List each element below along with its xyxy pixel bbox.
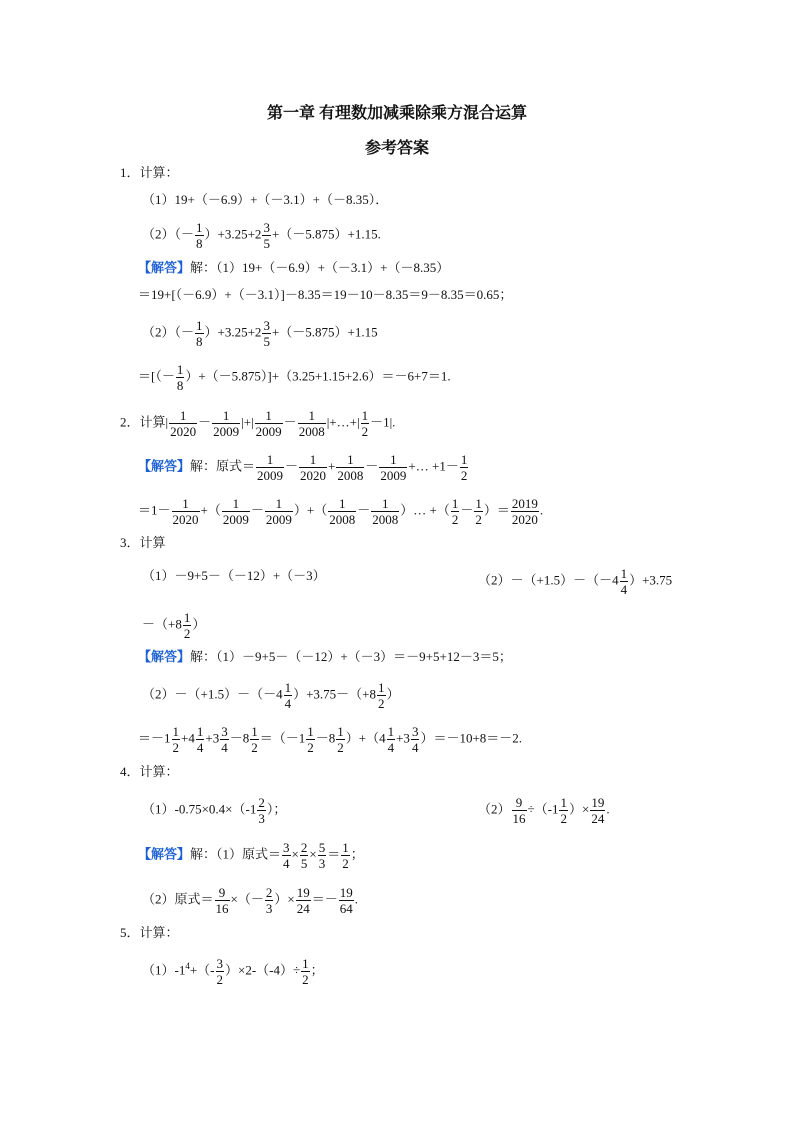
fraction-numerator: 1	[337, 724, 344, 739]
fraction	[318, 840, 327, 871]
fraction-denominator: 2	[475, 512, 482, 527]
q5-part1	[142, 956, 324, 987]
fraction-denominator: 2	[451, 512, 459, 527]
fraction-denominator: 2008	[298, 424, 325, 439]
q1-answer-line1	[138, 258, 449, 278]
fraction	[262, 220, 271, 251]
text-segment: ）+（	[293, 502, 328, 518]
fraction-denominator: 2020	[300, 468, 327, 483]
fraction-denominator: 16	[512, 811, 526, 826]
fraction	[222, 496, 250, 527]
text-segment: +3	[396, 730, 410, 746]
fraction-numerator: 1	[307, 724, 314, 739]
fraction-numerator: 9	[515, 795, 523, 810]
q1-answer-line4	[138, 362, 451, 393]
text-segment: .	[354, 891, 358, 907]
text-segment: ×	[309, 846, 317, 862]
fraction	[195, 318, 204, 349]
fraction	[262, 318, 271, 349]
text-segment: ）+3.75	[629, 572, 673, 588]
text-segment: ÷（-1	[527, 801, 559, 817]
fraction-denominator: 5	[263, 236, 270, 251]
fraction-numerator: 1	[232, 496, 240, 511]
fraction-numerator: 3	[411, 724, 419, 739]
fraction-numerator: 3	[221, 724, 228, 739]
q3-part2-cont	[142, 610, 205, 641]
text-segment: ＝－	[311, 891, 338, 907]
text-segment: －8	[315, 730, 336, 746]
page-subtitle: 参考答案	[364, 140, 429, 157]
fraction	[460, 452, 469, 483]
fraction-numerator: 5	[318, 840, 326, 855]
fraction-numerator: 1	[172, 724, 180, 739]
fraction-denominator: 2	[560, 811, 567, 826]
fraction-numerator: 1	[196, 220, 203, 235]
text-segment: －	[460, 502, 474, 518]
q4-heading: 4．计算：	[120, 764, 179, 779]
fraction-numerator: 1	[378, 680, 385, 695]
fraction	[250, 724, 259, 755]
fraction-denominator: 4	[196, 740, 204, 755]
fraction-denominator: 3	[318, 856, 326, 871]
text-segment: －	[285, 458, 299, 474]
fraction	[336, 724, 345, 755]
fraction-numerator: 1	[390, 452, 397, 467]
fraction-numerator: 1	[381, 496, 389, 511]
q2-problem	[120, 408, 395, 439]
text-segment: 【解答】	[138, 649, 191, 664]
text-segment: －8	[229, 730, 250, 746]
fraction-denominator: 2008	[337, 468, 364, 483]
fraction-denominator: 2009	[222, 512, 249, 527]
fraction-numerator: 1	[182, 496, 189, 511]
q3-answer-line3	[138, 724, 522, 755]
text-segment: －	[250, 502, 264, 518]
text-segment: 解：原式＝	[190, 458, 256, 474]
fraction-denominator: 2009	[265, 512, 292, 527]
text-segment: ）×	[274, 891, 295, 907]
fraction	[306, 724, 315, 755]
text-segment: .	[606, 801, 610, 817]
fraction	[339, 885, 354, 916]
fraction-numerator: 3	[283, 840, 290, 855]
fraction	[411, 724, 420, 755]
fraction-denominator: 2	[342, 856, 349, 871]
fraction	[215, 885, 230, 916]
fraction-numerator: 19	[591, 795, 605, 810]
q3-part2	[478, 566, 672, 597]
text-segment: ）	[386, 686, 400, 702]
fraction-numerator: 1	[338, 496, 346, 511]
q1-heading: 1．计算：	[120, 165, 179, 180]
fraction-numerator: 1	[475, 496, 482, 511]
fraction	[183, 610, 192, 641]
fraction-numerator: 1	[196, 724, 204, 739]
text-segment: （2）（－	[142, 226, 195, 242]
fraction-numerator: 2	[265, 885, 273, 900]
fraction-numerator: 1	[560, 795, 567, 810]
fraction-numerator: 19	[296, 885, 310, 900]
text-segment: ）+（4	[345, 730, 386, 746]
text-segment: ＝1－	[138, 502, 171, 518]
fraction	[559, 795, 568, 826]
text-segment: （2）－（+1.5）－（－4	[478, 572, 619, 588]
fraction-numerator: 1	[284, 680, 292, 695]
fraction	[361, 408, 370, 439]
fraction-numerator: 1	[308, 408, 315, 423]
fraction	[512, 795, 527, 826]
fraction-denominator: 2	[460, 468, 468, 483]
fraction	[299, 452, 327, 483]
text-segment: －	[365, 458, 379, 474]
fraction-denominator: 8	[196, 236, 203, 251]
fraction-numerator: 1	[265, 408, 272, 423]
fraction-numerator: 1	[302, 956, 309, 971]
text-segment: －（+8	[142, 616, 182, 632]
text-segment: ）×2-（-4）÷	[225, 962, 301, 978]
text-segment: ）+（－5.875）]+（3.25+1.15+2.6）＝－6+7＝1.	[185, 368, 451, 384]
fraction-numerator: 9	[218, 885, 226, 900]
fraction-denominator: 4	[284, 696, 292, 711]
fraction-denominator: 3	[258, 811, 265, 826]
text-segment: .	[539, 502, 544, 518]
answer-tag: 【解答】	[138, 260, 191, 275]
fraction	[328, 496, 356, 527]
q2-answer-line1	[138, 452, 469, 483]
fraction	[336, 452, 364, 483]
fraction-denominator: 4	[411, 740, 419, 755]
fraction	[196, 724, 205, 755]
fraction	[212, 408, 240, 439]
q3-answer-line2	[142, 680, 400, 711]
text-segment: －	[283, 414, 297, 430]
fraction-denominator: 2009	[257, 468, 284, 483]
text-segment: （2）	[478, 801, 511, 817]
fraction-denominator: 24	[591, 811, 605, 826]
fraction-denominator: 2	[307, 740, 314, 755]
text-segment: －1|.	[370, 414, 396, 430]
text-segment: 【解答】	[138, 846, 191, 862]
fraction	[257, 795, 266, 826]
fraction-numerator: 2	[300, 840, 308, 855]
text-segment: ；	[310, 962, 324, 978]
fraction-denominator: 2020	[172, 512, 199, 527]
fraction	[451, 496, 460, 527]
fraction-numerator: 1	[361, 408, 369, 423]
fraction-numerator: 1	[620, 566, 628, 581]
text-segment: +（－5.875）+1.15.	[271, 226, 381, 242]
text-segment: ）+3.25+2	[204, 226, 262, 242]
fraction-numerator: 1	[179, 408, 187, 423]
text-segment: ）＝	[483, 502, 510, 518]
exponent: 4	[185, 961, 190, 972]
text-segment: （2）（－	[142, 324, 195, 340]
fraction-denominator: 2009	[213, 424, 240, 439]
fraction-numerator: 3	[263, 318, 270, 333]
fraction	[387, 724, 396, 755]
text-segment: +	[328, 458, 336, 474]
text-segment: ＝[（－	[138, 368, 175, 384]
text-segment: ）	[192, 616, 206, 632]
fraction-numerator: 1	[222, 408, 230, 423]
text-segment: －	[198, 414, 212, 430]
text-segment: ）×	[568, 801, 590, 817]
fraction-numerator: 1	[460, 452, 468, 467]
q5-heading: 5．计算：	[120, 925, 179, 940]
fraction	[265, 885, 274, 916]
fraction-numerator: 1	[183, 610, 191, 625]
fraction-denominator: 4	[620, 582, 628, 597]
text-segment: ）+3.25+2	[204, 324, 262, 340]
fraction-denominator: 5	[300, 856, 308, 871]
text-segment: ＝（－1	[259, 730, 306, 746]
text-segment: 2．计算|	[120, 414, 169, 430]
fraction-denominator: 2	[337, 740, 344, 755]
fraction-denominator: 2	[361, 424, 369, 439]
fraction	[301, 956, 310, 987]
fraction-denominator: 4	[283, 856, 290, 871]
q3-heading: 3．计算	[120, 535, 166, 550]
fraction	[341, 840, 350, 871]
fraction-denominator: 24	[296, 901, 310, 916]
fraction-denominator: 2	[251, 740, 258, 755]
q1-part1: （1）19+（－6.9）+（－3.1）+（－8.35）．	[142, 192, 389, 207]
fraction-denominator: 4	[221, 740, 228, 755]
fraction	[379, 452, 407, 483]
fraction-denominator: 2	[172, 740, 180, 755]
fraction-denominator: 16	[215, 901, 229, 916]
fraction-denominator: 2	[216, 972, 224, 987]
text-segment: （1）-1	[142, 962, 186, 978]
q4-part2	[478, 795, 610, 826]
fraction-denominator: 8	[196, 334, 203, 349]
text-segment: 解：（1）原式＝	[190, 846, 282, 862]
text-segment: ）+3.75－（+8	[293, 686, 377, 702]
fraction-numerator: 1	[266, 452, 274, 467]
fraction	[172, 496, 200, 527]
fraction	[172, 724, 181, 755]
fraction-denominator: 64	[339, 901, 353, 916]
fraction-denominator: 2009	[380, 468, 407, 483]
fraction	[284, 680, 293, 711]
fraction-numerator: 1	[342, 840, 349, 855]
fraction-numerator: 1	[309, 452, 317, 467]
q4-part1	[142, 795, 286, 826]
text-segment: ＝	[327, 846, 341, 862]
fraction	[195, 220, 204, 251]
text-segment: ×	[291, 846, 299, 862]
fraction-denominator: 2008	[372, 512, 399, 527]
fraction	[377, 680, 386, 711]
fraction	[256, 452, 284, 483]
text-segment: +… +1－	[408, 458, 459, 474]
text-segment: 解：（1）19+（－6.9）+（－3.1）+（－8.35）	[190, 260, 450, 275]
q4-answer-line2	[142, 885, 358, 916]
text-segment: 解：（1）－9+5－（－12）+（－3）＝－9+5+12－3＝5；	[190, 649, 512, 664]
q1-answer-line3	[142, 318, 378, 349]
fraction	[282, 840, 291, 871]
text-segment: ）＝－10+8＝－2.	[420, 730, 523, 746]
fraction	[511, 496, 539, 527]
fraction-denominator: 2	[378, 696, 385, 711]
text-segment: |+…+|	[326, 414, 360, 430]
text-segment: （2）－（+1.5）－（－4	[142, 686, 283, 702]
fraction-numerator: 1	[387, 724, 395, 739]
text-segment: +3	[205, 730, 220, 746]
text-segment: +（－5.875）+1.15	[271, 324, 378, 340]
text-segment: +（	[200, 502, 221, 518]
q1-part2	[142, 220, 381, 251]
fraction-denominator: 2009	[255, 424, 282, 439]
text-segment: +4	[181, 730, 195, 746]
text-segment: ＝－1	[138, 730, 171, 746]
fraction	[298, 408, 326, 439]
q2-answer-line2	[138, 496, 543, 527]
text-segment: （1）-0.75×0.4×（-1	[142, 801, 257, 817]
text-segment: （2）原式＝	[142, 891, 214, 907]
text-segment: －	[357, 502, 371, 518]
fraction	[255, 408, 283, 439]
text-segment: 【解答】	[138, 458, 191, 474]
fraction	[474, 496, 483, 527]
fraction-denominator: 2	[302, 972, 309, 987]
fraction	[216, 956, 225, 987]
q3-answer-line1	[138, 647, 512, 667]
q4-answer-line1	[138, 840, 364, 871]
fraction	[300, 840, 309, 871]
fraction-denominator: 4	[387, 740, 395, 755]
fraction	[371, 496, 399, 527]
text-segment: ）… +（	[400, 502, 450, 518]
fraction-denominator: 5	[263, 334, 270, 349]
fraction-numerator: 19	[339, 885, 353, 900]
text-segment: ；	[350, 846, 364, 862]
fraction-numerator: 3	[216, 956, 224, 971]
fraction-numerator: 2019	[511, 496, 538, 511]
fraction-numerator: 1	[251, 724, 258, 739]
q1-answer-line2: ＝19+[（－6.9）+（－3.1）]－8.35＝19－10－8.35＝9－8.35＝0.65；	[138, 287, 513, 302]
text-segment: ）；	[266, 801, 287, 817]
fraction	[265, 496, 293, 527]
fraction	[296, 885, 311, 916]
fraction-numerator: 1	[176, 362, 184, 377]
fraction-numerator: 1	[196, 318, 203, 333]
fraction-denominator: 3	[265, 901, 273, 916]
fraction-denominator: 2	[183, 626, 191, 641]
fraction-denominator: 8	[176, 378, 184, 393]
fraction	[220, 724, 229, 755]
fraction-denominator: 2020	[170, 424, 197, 439]
text-segment: |+|	[241, 414, 254, 430]
fraction	[590, 795, 605, 826]
q3-part1: （1）－9+5－（－12）+（－3）	[142, 568, 326, 583]
fraction-denominator: 2020	[511, 512, 538, 527]
text-segment: +（-	[189, 962, 215, 978]
fraction-numerator: 1	[451, 496, 459, 511]
fraction-numerator: 3	[263, 220, 270, 235]
fraction	[620, 566, 629, 597]
fraction-denominator: 2008	[329, 512, 356, 527]
fraction	[176, 362, 185, 393]
fraction	[169, 408, 197, 439]
page-title: 第一章 有理数加减乘除乘方混合运算	[266, 105, 527, 122]
text-segment: ×（－	[230, 891, 264, 907]
fraction-numerator: 1	[347, 452, 354, 467]
fraction-numerator: 1	[275, 496, 283, 511]
fraction-numerator: 2	[258, 795, 265, 810]
